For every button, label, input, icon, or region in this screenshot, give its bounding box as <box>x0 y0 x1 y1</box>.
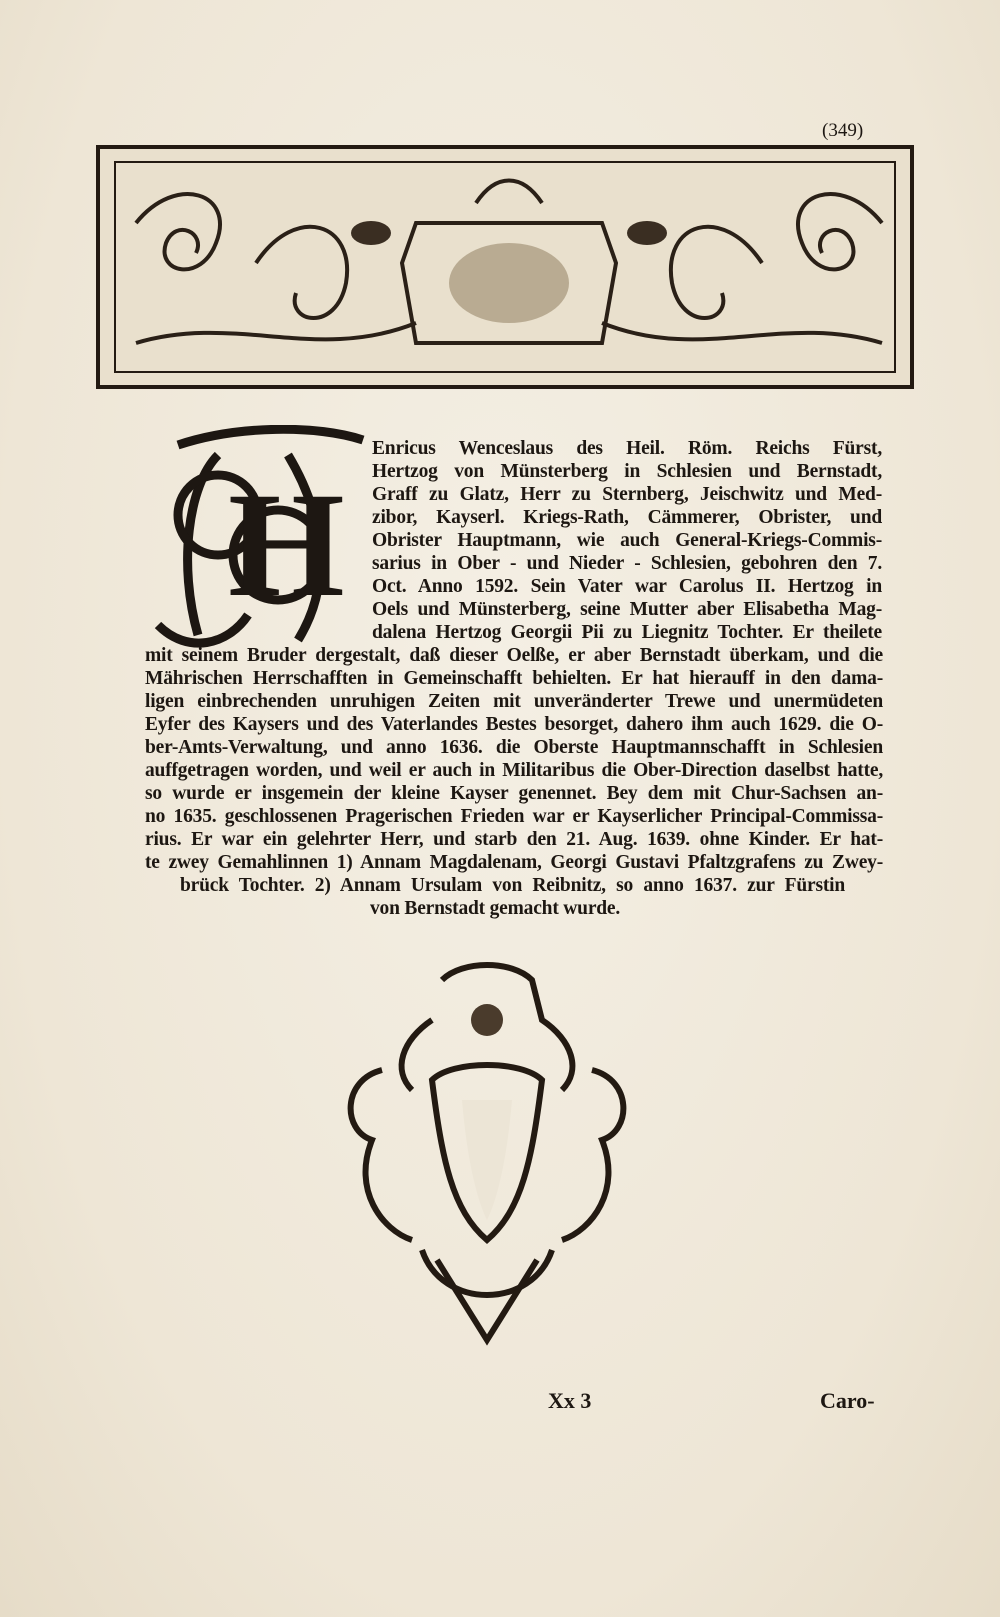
text-line: brück Tochter. 2) Annam Ursulam von Reibnitz, so anno 1637. zur Fürstin <box>180 875 845 896</box>
drop-cap-letter: H <box>228 462 345 628</box>
decorated-initial <box>148 425 370 650</box>
catchword: Caro- <box>820 1388 875 1413</box>
text-line: von Bernstadt gemacht wurde. <box>370 898 621 919</box>
signature-mark: Xx 3 <box>548 1388 592 1413</box>
text-line: Mährischen Herrschafften in Gemeinschafft behielten. Er hat hierauff in den dama- <box>145 668 883 689</box>
text-line: Eyfer des Kaysers und des Vaterlandes Bestes besorget, dahero ihm auch 1629. die O- <box>145 714 883 735</box>
page-number: (349) <box>822 120 864 141</box>
text-line: Oels und Münsterberg, seine Mutter aber Elisabetha Mag- <box>372 599 882 620</box>
text-line: zibor, Kayserl. Kriegs-Rath, Cämmerer, Obrister, und <box>372 507 882 528</box>
text-line: mit seinem Bruder dergestalt, daß dieser Oelße, er aber Bernstadt überkam, und die <box>145 645 883 666</box>
text-line: dalena Hertzog Georgii Pii zu Liegnitz Tochter. Er theilete <box>372 622 882 643</box>
text-line: auffgetragen worden, und weil er auch in Militaribus die Ober-Direction daselbst hatte, <box>145 760 883 781</box>
initial-h-icon <box>148 425 370 650</box>
text-line: Obrister Hauptmann, wie auch General-Kriegs-Commis- <box>372 530 882 551</box>
text-line: no 1635. geschlossenen Pragerischen Frieden war er Kayserlicher Principal-Commissa- <box>145 806 883 827</box>
ornamental-headpiece <box>96 145 914 389</box>
text-line: ligen einbrechenden unruhigen Zeiten mit unveränderter Trewe und unermüdeten <box>145 691 883 712</box>
text-line: ber-Amts-Verwaltung, und anno 1636. die Oberste Hauptmannschafft in Schlesien <box>145 737 883 758</box>
text-line: Hertzog von Münsterberg in Schlesien und Bernstadt, <box>372 461 882 482</box>
text-line: Oct. Anno 1592. Sein Vater war Carolus II. Hertzog in <box>372 576 882 597</box>
text-line: rius. Er war ein gelehrter Herr, und starb den 21. Aug. 1639. ohne Kinder. Er hat- <box>145 829 883 850</box>
text-line: so wurde er insgemein der kleine Kayser genennet. Bey dem mit Chur-Sachsen an- <box>145 783 883 804</box>
cartouche-tailpiece <box>342 960 632 1348</box>
text-line: Enricus Wenceslaus des Heil. Röm. Reichs Fürst, <box>372 438 882 459</box>
text-line: Graff zu Glatz, Herr zu Sternberg, Jeischwitz und Med- <box>372 484 882 505</box>
rococo-scroll-ornament-icon <box>116 163 902 379</box>
text-line: sarius in Ober - und Nieder - Schlesien, gebohren den 7. <box>372 553 882 574</box>
cartouche-ornament-icon <box>342 960 632 1348</box>
text-line: te zwey Gemahlinnen 1) Annam Magdalenam, Georgi Gustavi Pfaltzgrafens zu Zwey- <box>145 852 883 873</box>
